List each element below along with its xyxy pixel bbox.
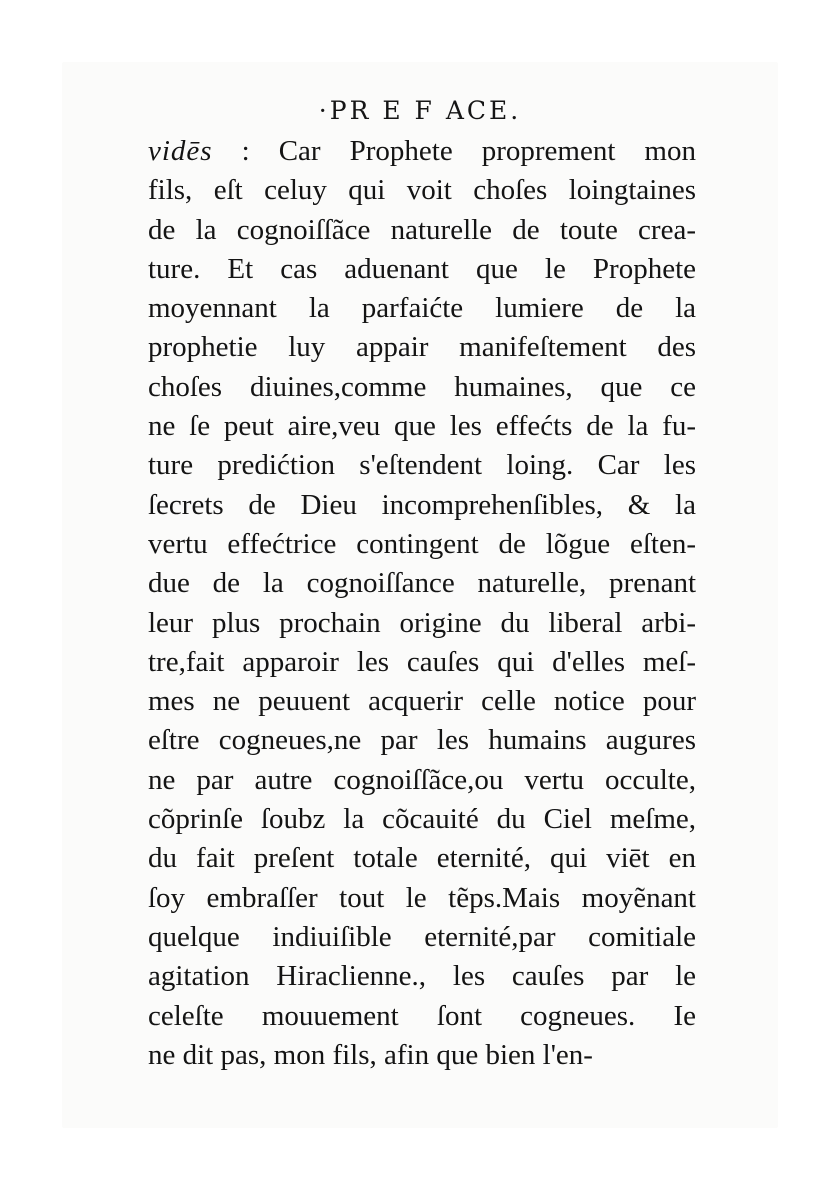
- text-line: mes ne peuuent acquerir celle notice pour: [148, 685, 696, 718]
- text-line-content: : Car Prophete proprement mon: [212, 135, 696, 167]
- text-line: vertu effećtrice contingent de lõgue eſten-: [148, 527, 696, 560]
- text-line: cõprinſe ſoubz la cõcauité du Ciel meſme,: [148, 803, 696, 836]
- text-line: due de la cognoiſſance naturelle, prenant: [148, 567, 696, 600]
- text-line: ſoy embraſſer tout le tẽps.Mais moyẽnant: [148, 881, 696, 914]
- text-line: fils, eſt celuy qui voit choſes loingtaines: [148, 174, 696, 207]
- text-line: celeſte mouuement ſont cogneues. Ie: [148, 999, 696, 1032]
- text-line: quelque indiuiſible eternité,par comitiale: [148, 920, 696, 953]
- text-line: ture. Et cas aduenant que le Prophete: [148, 252, 696, 285]
- text-line: eſtre cogneues,ne par les humains augures: [148, 724, 696, 757]
- running-head: ·PR E F ACE.: [318, 96, 522, 125]
- text-line: agitation Hiraclienne., les cauſes par le: [148, 960, 696, 993]
- text-line: ne par autre cognoiſſãce,ou vertu occulte,: [148, 763, 696, 796]
- text-line: leur plus prochain origine du liberal arbi-: [148, 606, 696, 639]
- text-line: ne ſe peut aire,veu que les effećts de la fu-: [148, 410, 696, 443]
- text-line: ne dit pas, mon fils, afin que bien l'en-: [148, 1038, 593, 1071]
- body-text: [148, 132, 696, 1075]
- text-line: tre,fait apparoir les cauſes qui d'elles meſ-: [148, 645, 696, 678]
- text-line: prophetie luy appair manifeſtement des: [148, 331, 696, 364]
- text-line: moyennant la parfaićte lumiere de la: [148, 292, 696, 325]
- catchword-italic: vidēs: [148, 135, 213, 167]
- text-line: [148, 132, 696, 171]
- text-line: ture predićtion s'eſtendent loing. Car les: [148, 449, 696, 482]
- text-line: de la cognoiſſãce naturelle de toute crea-: [148, 213, 696, 246]
- text-line: ſecrets de Dieu incomprehenſibles, & la: [148, 488, 696, 521]
- text-line: choſes diuines,comme humaines, que ce: [148, 370, 696, 403]
- text-line: du fait preſent totale eternité, qui viēt en: [148, 842, 696, 875]
